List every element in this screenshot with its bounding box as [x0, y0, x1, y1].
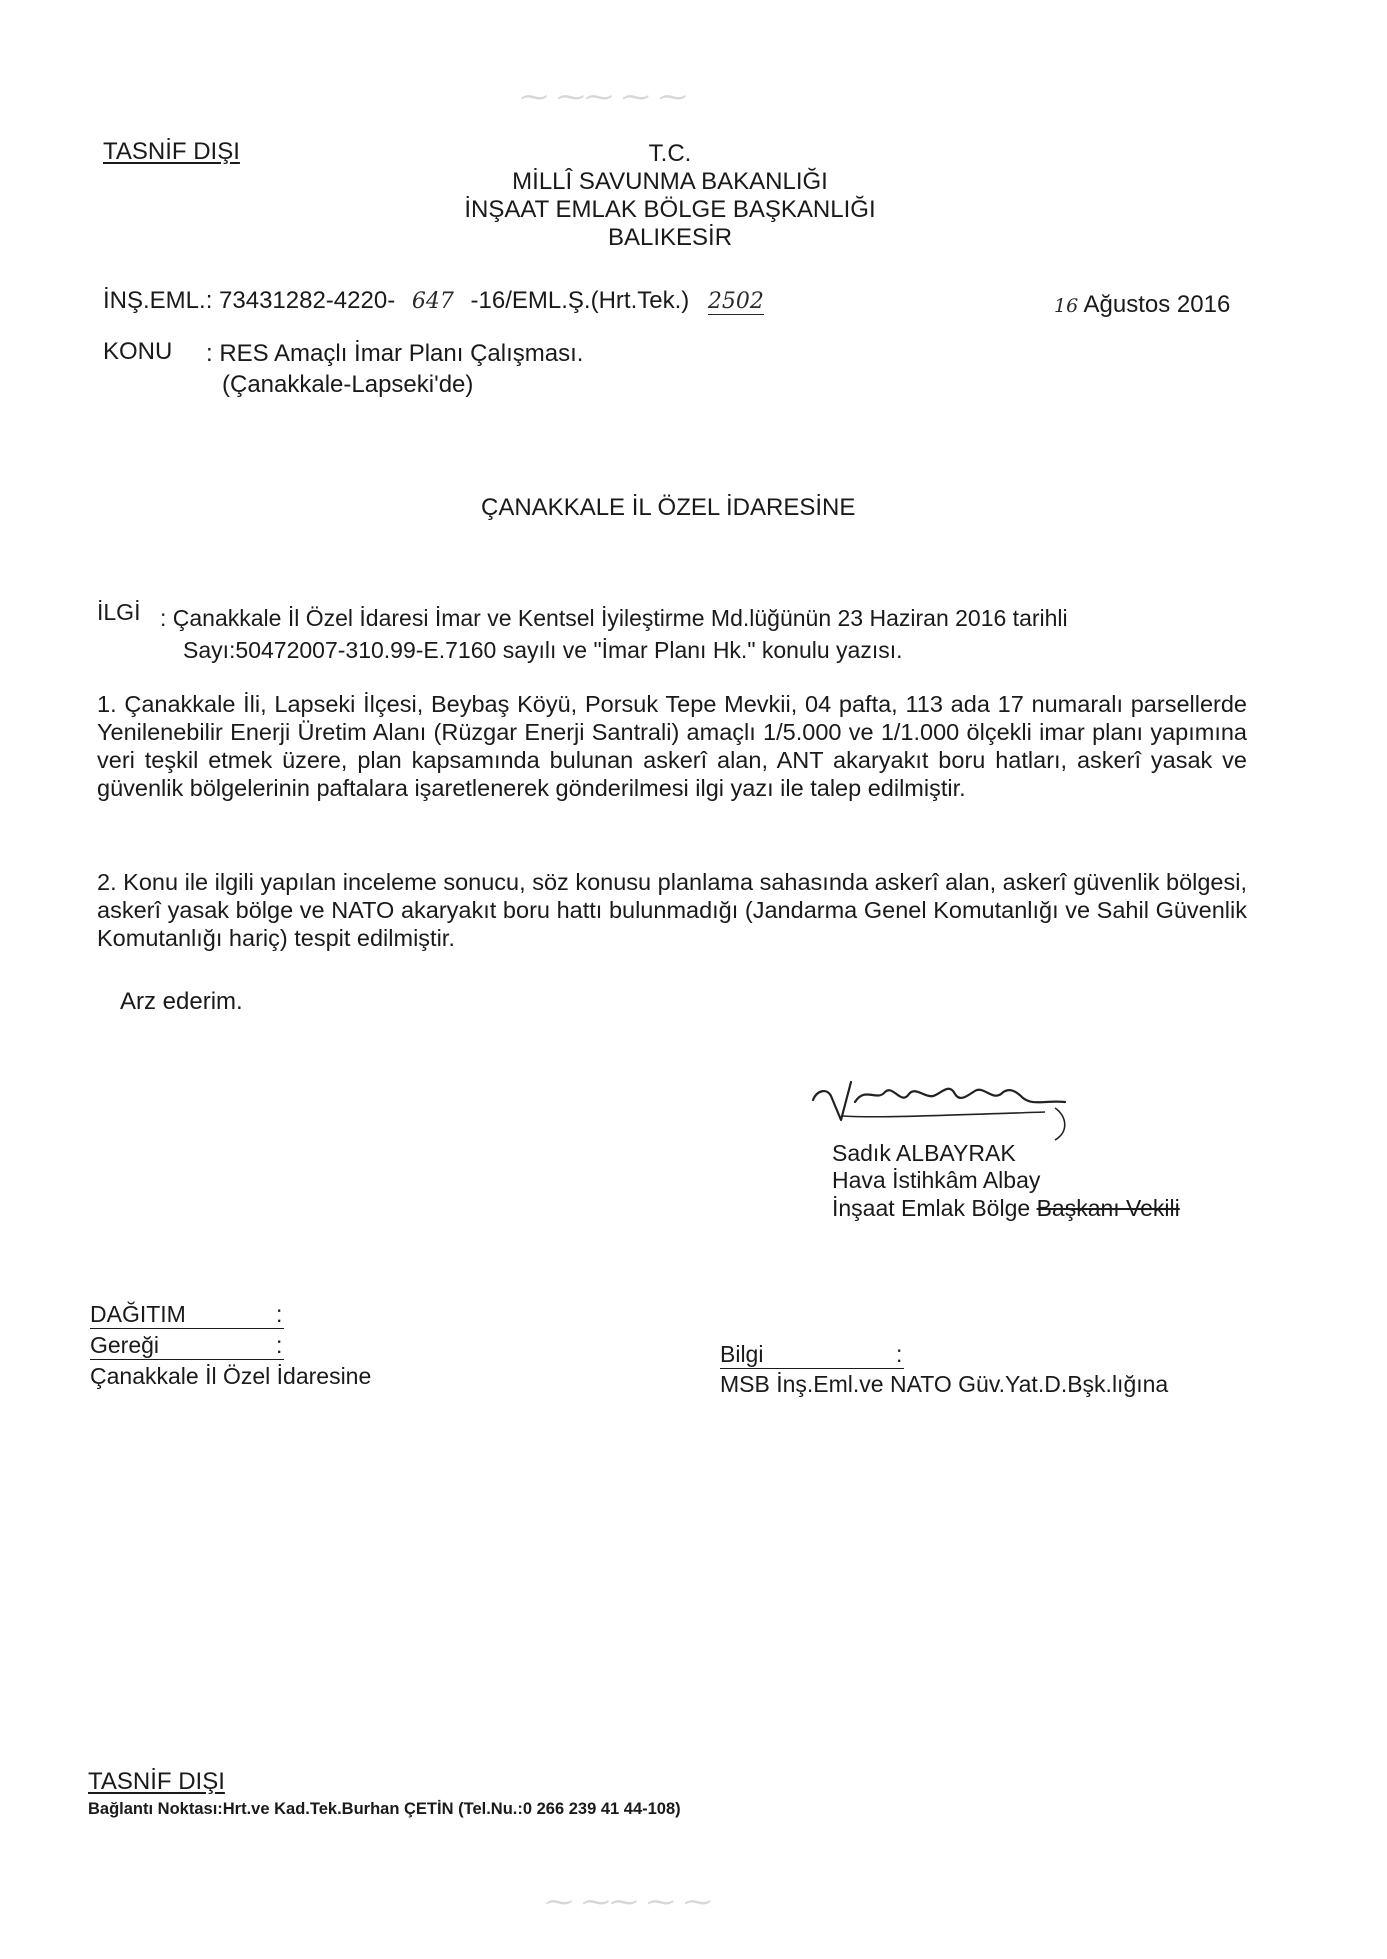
bilgi-label: Bilgi [720, 1341, 764, 1367]
header-line-ministry: MİLLÎ SAVUNMA BAKANLIĞI [512, 168, 828, 195]
reference-prefix: İNŞ.EML.: 73431282-4220- [103, 287, 396, 314]
bilgi-item: MSB İnş.Eml.ve NATO Güv.Yat.D.Bşk.lığına [720, 1371, 1169, 1397]
ilgi-line-2: Sayı:50472007-310.99-E.7160 sayılı ve "İmar Planı Hk." konulu yazısı. [183, 637, 903, 663]
faint-stamp-top: ⁓ ⁓⁓ ⁓ ⁓ [520, 80, 687, 113]
signer-title [832, 1195, 1180, 1222]
gerekli-label: Gereği [90, 1332, 160, 1358]
distribution-heading: DAĞITIM [90, 1301, 186, 1327]
distribution-heading-rule [90, 1328, 284, 1329]
classification-bottom: TASNİF DIŞI [88, 1768, 225, 1795]
date-hand-day: 16 [1054, 295, 1079, 317]
subject-line-2: (Çanakkale-Lapseki'de) [222, 371, 474, 398]
header-block [440, 140, 900, 252]
bilgi-colon: : [896, 1341, 903, 1367]
paragraph-2: 2. Konu ile ilgili yapılan inceleme sonucu, söz konusu planlama sahasında askerî alan, askerî güvenlik bölgesi, askerî yasak bölge ve NATO akaryakıt boru hattı bulunmadığı (Jandarma Genel Komutanlığı ve Sahil Güvenlik Komutanlığı hariç) tespit edilmiştir. [97, 869, 1247, 951]
subject-label: KONU [103, 338, 173, 365]
bilgi-rule [720, 1368, 904, 1369]
reference-hand-number: 647 [411, 289, 454, 314]
contact-line: Bağlantı Noktası:Hrt.ve Kad.Tek.Burhan ÇETİN (Tel.Nu.:0 266 239 41 44-108) [88, 1800, 681, 1818]
signer-name: Sadık ALBAYRAK [832, 1140, 1016, 1166]
faint-stamp-bottom: ⁓ ⁓⁓ ⁓ ⁓ [545, 1885, 712, 1918]
gerekli-item: Çanakkale İl Özel İdaresine [90, 1363, 372, 1389]
signer-title-plain: İnşaat Emlak Bölge [832, 1195, 1037, 1221]
date-line [1054, 291, 1230, 319]
signer-rank: Hava İstihkâm Albay [832, 1167, 1041, 1193]
addressee: ÇANAKKALE İL ÖZEL İDARESİNE [481, 494, 856, 521]
handwritten-signature [805, 1072, 1105, 1142]
header-line-office: İNŞAAT EMLAK BÖLGE BAŞKANLIĞI [464, 196, 876, 223]
reference-suffix: -16/EML.Ş.(Hrt.Tek.) [470, 287, 690, 314]
gerekli-rule [90, 1359, 284, 1360]
signer-title-struck: Başkanı Vekili [1036, 1195, 1180, 1221]
closing: Arz ederim. [120, 988, 243, 1015]
paragraph-1: 1. Çanakkale İli, Lapseki İlçesi, Beybaş Köyü, Porsuk Tepe Mevkii, 04 pafta, 113 ada 17 numaralı parsellerde Yenilenebilir Enerji Üretim Alanı (Rüzgar Enerji Santrali) amaçlı 1/5.000 ve 1/1.000 ölçekli imar planı yapımına veri teşkil etmek üzere, plan kapsamında bulunan askerî alan, ANT akaryakıt boru hatları, askerî yasak ve güvenlik bölgelerinin paftalara işaretlenerek gönderilmesi ilgi yazı ile talep edilmiştir. [97, 691, 1247, 801]
gerekli-colon: : [276, 1332, 283, 1358]
classification-top: TASNİF DIŞI [103, 138, 240, 165]
reference-hand-code: 2502 [707, 289, 764, 314]
ilgi-label: İLGİ [97, 599, 141, 625]
ilgi-line-1: : Çanakkale İl Özel İdaresi İmar ve Kentsel İyileştirme Md.lüğünün 23 Haziran 2016 tarihli [160, 605, 1068, 631]
reference-line [103, 287, 764, 315]
header-line-tc: T.C. [648, 140, 692, 167]
header-line-city: BALIKESİR [607, 224, 733, 251]
subject-line-1: : RES Amaçlı İmar Planı Çalışması. [206, 340, 584, 367]
distribution-heading-colon: : [276, 1301, 283, 1327]
date-text: Ağustos 2016 [1083, 291, 1231, 318]
